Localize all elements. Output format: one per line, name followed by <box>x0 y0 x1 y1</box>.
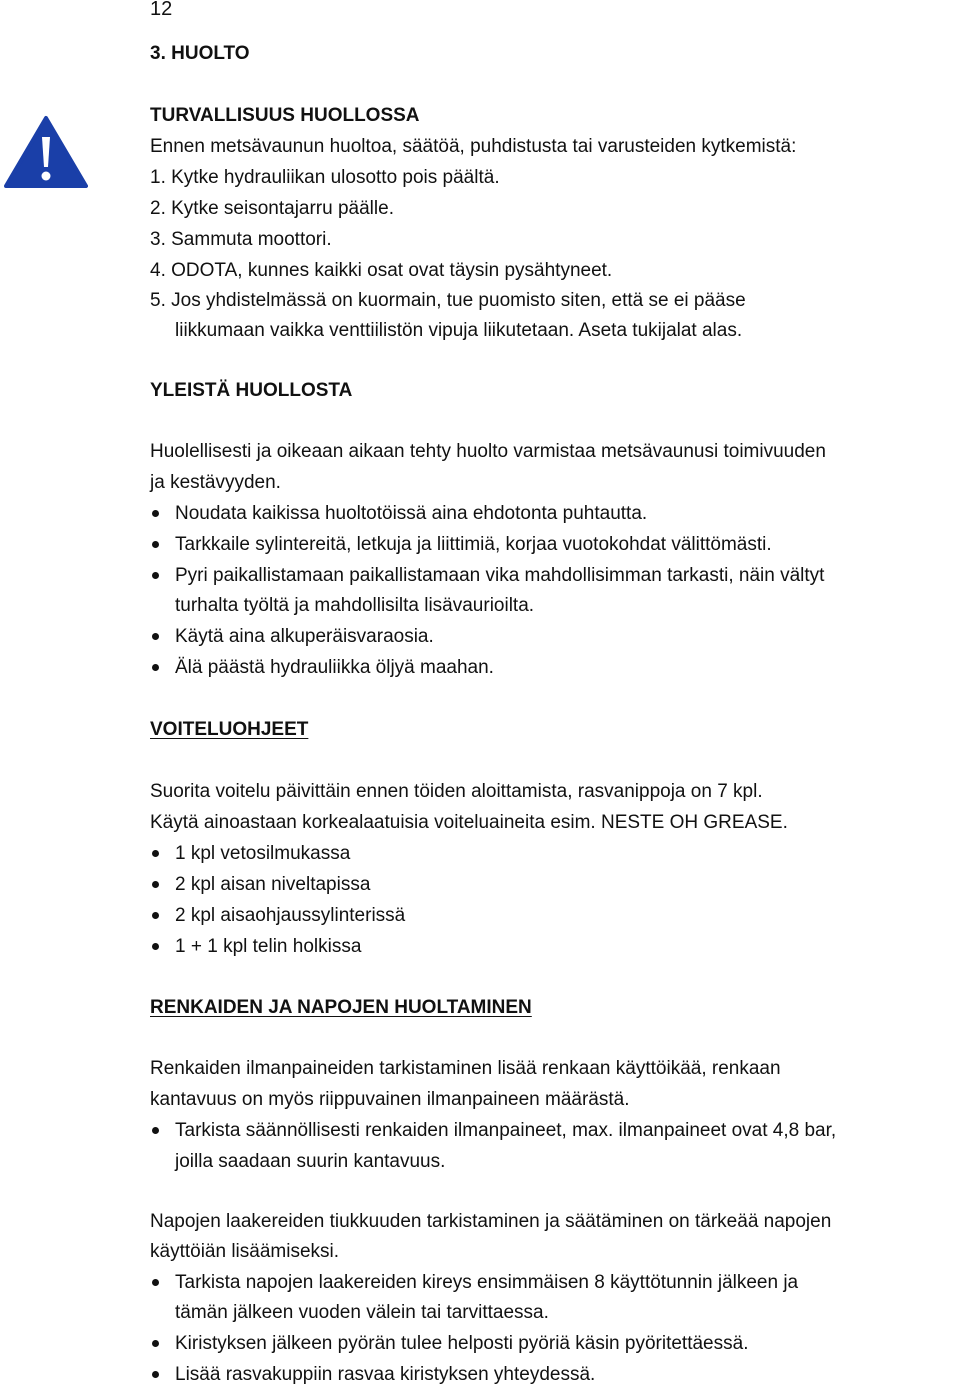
safety-title: TURVALLISUUS HUOLLOSSA <box>150 105 420 126</box>
lubrication-point: 1 + 1 kpl telin holkissa <box>175 936 362 957</box>
chapter-title: 3. HUOLTO <box>150 43 250 64</box>
lubrication-point: 2 kpl aisan niveltapissa <box>175 874 371 895</box>
general-bullet: Käytä aina alkuperäisvaraosia. <box>175 626 434 647</box>
safety-step: 4. ODOTA, kunnes kaikki osat ovat täysin pysähtyneet. <box>150 260 613 281</box>
bullet-icon <box>152 1371 159 1378</box>
bullet-icon <box>152 541 159 548</box>
bullet-icon <box>152 633 159 640</box>
general-intro: ja kestävyyden. <box>150 472 281 493</box>
warning-triangle-icon <box>4 115 88 189</box>
safety-step: 5. Jos yhdistelmässä on kuormain, tue puomisto siten, että se ei pääse <box>150 290 746 311</box>
general-title: YLEISTÄ HUOLLOSTA <box>150 380 353 401</box>
page-number: 12 <box>150 0 173 20</box>
lubrication-title: VOITELUOHJEET <box>150 719 309 740</box>
tires-intro: kantavuus on myös riippuvainen ilmanpaineen määrästä. <box>150 1089 630 1110</box>
bullet-icon <box>152 912 159 919</box>
safety-step: 3. Sammuta moottori. <box>150 229 332 250</box>
tires-bullet: Tarkista säännöllisesti renkaiden ilmanpaineet, max. ilmanpaineet ovat 4,8 bar, <box>175 1120 837 1141</box>
safety-intro: Ennen metsävaunun huoltoa, säätöä, puhdistusta tai varusteiden kytkemistä: <box>150 136 797 157</box>
bullet-icon <box>152 1127 159 1134</box>
general-bullet-cont: turhalta työltä ja mahdollisilta lisävaurioilta. <box>175 595 535 616</box>
bullet-icon <box>152 572 159 579</box>
general-bullet: Älä päästä hydrauliikka öljyä maahan. <box>175 657 494 678</box>
bullet-icon <box>152 943 159 950</box>
general-bullet: Tarkkaile sylintereitä, letkuja ja liittimiä, korjaa vuotokohdat välittömästi. <box>175 534 772 555</box>
general-bullet: Noudata kaikissa huoltotöissä aina ehdotonta puhtautta. <box>175 503 648 524</box>
hub-bullet: Kiristyksen jälkeen pyörän tulee helposti pyöriä käsin pyöritettäessä. <box>175 1333 749 1354</box>
hub-bullet: Lisää rasvakuppiin rasvaa kiristyksen yhteydessä. <box>175 1364 596 1385</box>
lubrication-point: 2 kpl aisaohjaussylinterissä <box>175 905 406 926</box>
lubrication-point: 1 kpl vetosilmukassa <box>175 843 351 864</box>
tires-intro: Renkaiden ilmanpaineiden tarkistaminen lisää renkaan käyttöikää, renkaan <box>150 1058 781 1079</box>
safety-step-cont: liikkumaan vaikka venttiilistön vipuja liikutetaan. Aseta tukijalat alas. <box>175 320 743 341</box>
bullet-icon <box>152 881 159 888</box>
bullet-icon <box>152 850 159 857</box>
hub-bullet: Tarkista napojen laakereiden kireys ensimmäisen 8 käyttötunnin jälkeen ja <box>175 1272 799 1293</box>
safety-step: 1. Kytke hydrauliikan ulosotto pois päältä. <box>150 167 500 188</box>
general-bullet: Pyri paikallistamaan paikallistamaan vika mahdollisimman tarkasti, näin vältyt <box>175 565 825 586</box>
bullet-icon <box>152 1340 159 1347</box>
hub-bullet-cont: tämän jälkeen vuoden välein tai tarvittaessa. <box>175 1302 549 1323</box>
safety-step: 2. Kytke seisontajarru päälle. <box>150 198 394 219</box>
bullet-icon <box>152 1279 159 1286</box>
bullet-icon <box>152 664 159 671</box>
general-intro: Huolellisesti ja oikeaan aikaan tehty huolto varmistaa metsävaunusi toimivuuden <box>150 441 826 462</box>
tires-title: RENKAIDEN JA NAPOJEN HUOLTAMINEN <box>150 997 532 1018</box>
lubrication-intro: Käytä ainoastaan korkealaatuisia voiteluaineita esim. NESTE OH GREASE. <box>150 812 788 833</box>
lubrication-intro: Suorita voitelu päivittäin ennen töiden aloittamista, rasvanippoja on 7 kpl. <box>150 781 763 802</box>
bullet-icon <box>152 510 159 517</box>
hubs-intro: Napojen laakereiden tiukkuuden tarkistaminen ja säätäminen on tärkeää napojen <box>150 1211 832 1232</box>
tires-bullet-cont: joilla saadaan suurin kantavuus. <box>175 1151 446 1172</box>
hubs-intro: käyttöiän lisäämiseksi. <box>150 1241 340 1262</box>
